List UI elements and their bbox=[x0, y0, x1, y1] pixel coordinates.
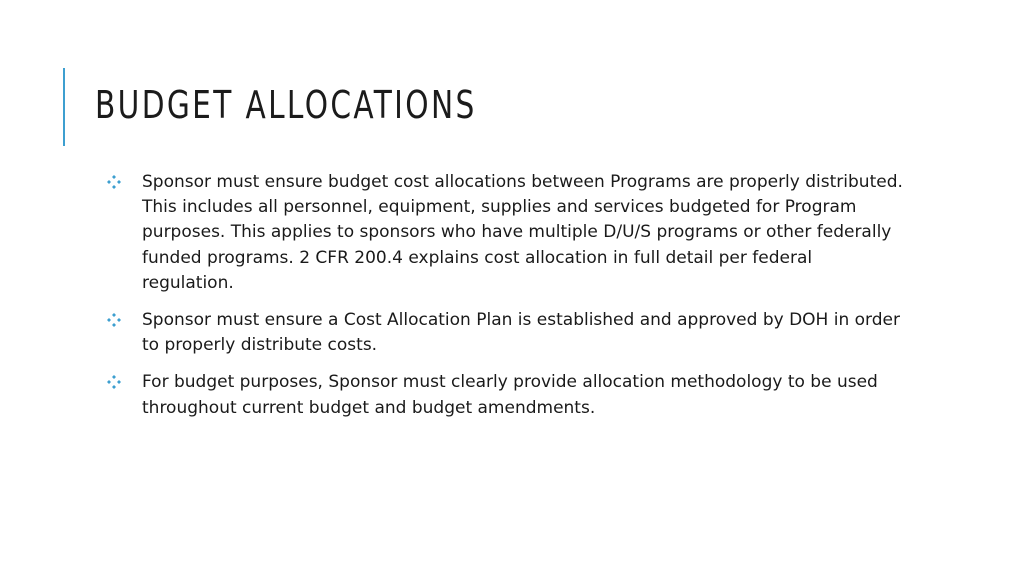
bullet-text: Sponsor must ensure a Cost Allocation Plan is established and approved by DOH in order to properly distribute costs. bbox=[142, 310, 900, 356]
bullet-text: For budget purposes, Sponsor must clearly provide allocation methodology to be used throughout current budget and budget amendments. bbox=[142, 372, 878, 418]
bullet-text: Sponsor must ensure budget cost allocations between Programs are properly distributed. This includes all personnel, equipment, supplies and services budgeted for Program purposes. This applies to sponsors who have multiple D/U/S programs or other federally funded programs. 2 CFR 200.4 explains cost allocation in full detail per federal regulation. bbox=[142, 172, 903, 293]
slide-title: BUDGET ALLOCATIONS bbox=[95, 83, 477, 127]
four-diamond-icon bbox=[106, 312, 122, 328]
bullet-list bbox=[106, 170, 906, 433]
bullet-item bbox=[106, 170, 906, 296]
bullet-item bbox=[106, 308, 906, 358]
bullet-item bbox=[106, 370, 906, 420]
four-diamond-icon bbox=[106, 174, 122, 190]
four-diamond-icon bbox=[106, 374, 122, 390]
title-accent-bar bbox=[63, 68, 65, 146]
